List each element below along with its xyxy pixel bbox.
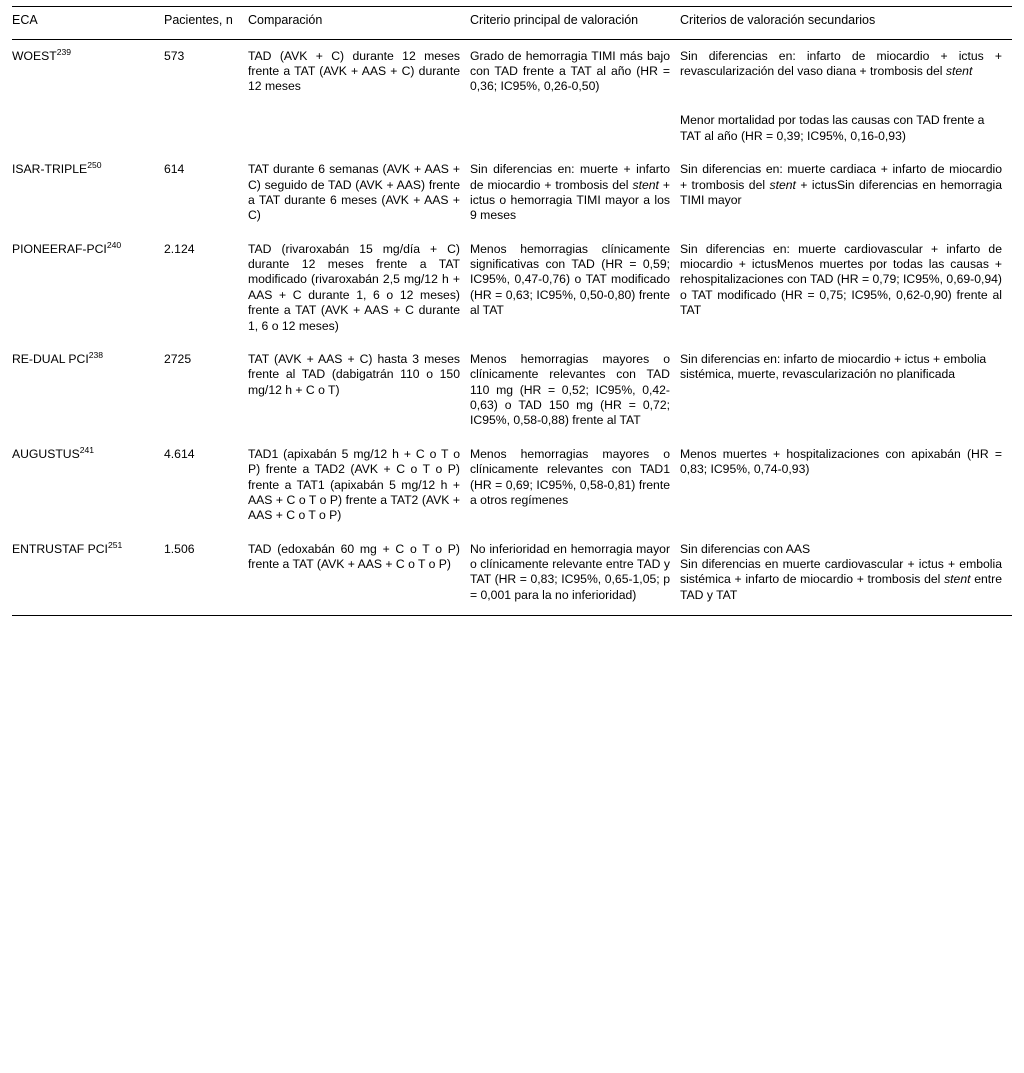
cell-eca [12, 343, 164, 438]
eca-name: WOEST [12, 48, 57, 63]
table-row [12, 438, 1012, 533]
cell-criterios-secundarios [680, 39, 1012, 153]
stent-italic: stent [944, 572, 971, 587]
cell-comparacion: TAD1 (apixabán 5 mg/12 h + C o T o P) frente a TAD2 (AVK + C o T o P) frente a TAT1 (apixabán 5 mg/12 h + AAS + C o T o P) frente a TAT2 (AVK + AAS + C o T o P) [248, 446, 460, 523]
cell-criterio-principal: Grado de hemorragia TIMI más bajo con TAD frente a TAT al año (HR = 0,36; IC95%, 0,26-0,50) [470, 48, 670, 94]
cell-eca [12, 533, 164, 616]
stent-italic: stent [945, 64, 973, 78]
column-header-criterio-principal: Criterio principal de valoración [470, 7, 680, 40]
secundario-item: Menor mortalidad por todas las causas con TAD frente a TAT al año (HR = 0,39; IC95%, 0,16-0,93) [680, 113, 985, 143]
eca-reference: 238 [88, 349, 104, 360]
cell-pacientes: 1.506 [164, 533, 248, 616]
secundario-item: Sin diferencias con AAS [680, 541, 811, 556]
stent-italic: stent [632, 177, 659, 192]
eca-name: ENTRUSTAF PCI [12, 541, 108, 556]
clinical-trials-table [12, 6, 1012, 616]
table-body [12, 39, 1012, 616]
cell-comparacion: TAD (edoxabán 60 mg + C o T o P) frente a TAT (AVK + AAS + C o T o P) [248, 533, 470, 616]
cell-criterio-principal: Menos hemorragias clínicamente significativas con TAD (HR = 0,59; IC95%, 0,47-0,76) o TAT modificado (HR = 0,63; IC95%, 0,50-0,80) frente al TAT [470, 241, 670, 318]
cell-eca [12, 39, 164, 153]
table-row [12, 39, 1012, 153]
cell-eca [12, 438, 164, 533]
cell-criterio-principal [470, 153, 680, 233]
column-header-eca: ECA [12, 7, 164, 40]
secundario-item [680, 557, 1002, 603]
cell-criterios-secundarios: Menos muertes + hospitalizaciones con apixabán (HR = 0,83; IC95%, 0,74-0,93) [680, 446, 1002, 477]
secundario-item [680, 49, 1002, 80]
eca-reference: 239 [56, 46, 72, 57]
cell-pacientes: 2725 [164, 351, 192, 366]
secundario-text-a: Sin diferencias en muerte cardiovascular + ictus + embolia sistémica + infarto de miocardio + trombosis del [680, 557, 1002, 587]
eca-reference: 250 [87, 160, 102, 171]
eca-name: PIONEERAF-PCI [12, 241, 107, 256]
cell-comparacion: TAD (AVK + C) durante 12 meses frente a TAT (AVK + AAS + C) durante 12 meses [248, 48, 460, 94]
eca-reference: 241 [79, 444, 95, 455]
cell-criterios-secundarios: Sin diferencias en: muerte cardiovascular + infarto de miocardio + ictusMenos muertes por todas las causas + rehospitalizaciones con TAD (HR = 0,79; IC95%, 0,69-0,94) o TAT modificado (HR = 0,75; IC95%, 0,62-0,90) frente al TAT [680, 241, 1002, 318]
secundario-text-b: + ictusSin diferencias en hemorragia TIMI mayor [680, 177, 1002, 207]
cell-eca [12, 233, 164, 343]
table-row [12, 343, 1012, 438]
cell-criterios-secundarios: Sin diferencias en: infarto de miocardio + ictus + embolia sistémica, muerte, revascularización no planificada [680, 351, 987, 382]
column-header-criterios-secundarios: Criterios de valoración secundarios [680, 7, 1012, 40]
cell-pacientes: 2.124 [164, 241, 195, 256]
cell-criterio-principal: No inferioridad en hemorragia mayor o clínicamente relevante entre TAD y TAT (HR = 0,83; IC95%, 0,65-1,05; p = 0,001 para la no inferioridad) [470, 533, 680, 616]
cell-pacientes: 614 [164, 162, 185, 177]
cell-criterio-principal: Menos hemorragias mayores o clínicamente relevantes con TAD1 (HR = 0,69; IC95%, 0,58-0,81) frente a otros regímenes [470, 446, 670, 507]
principal-text-a: Sin diferencias en: muerte + infarto de miocardio + trombosis del [470, 162, 670, 192]
eca-reference: 240 [106, 239, 122, 250]
eca-reference: 251 [107, 539, 123, 550]
secundario-text-b: entre TAD y TAT [680, 572, 1003, 602]
cell-criterio-principal: Menos hemorragias mayores o clínicamente relevantes con TAD 110 mg (HR = 0,52; IC95%, 0,42-0,63) o TAD 150 mg (HR = 0,72; IC95%, 0,58-0,88) frente al TAT [470, 351, 670, 428]
table-row [12, 533, 1012, 616]
cell-pacientes: 573 [164, 48, 185, 63]
eca-name: AUGUSTUS [12, 446, 80, 461]
table-row [12, 233, 1012, 343]
eca-name: ISAR-TRIPLE [12, 162, 88, 177]
table-row [12, 153, 1012, 233]
cell-comparacion: TAD (rivaroxabán 15 mg/día + C) durante 12 meses frente a TAT modificado (rivaroxabán 2,5 mg/12 h + AAS + C durante 1, 6 o 12 meses) frente a TAT (AVK + AAS + C durante 1, 6 o 12 meses) [248, 241, 460, 333]
cell-comparacion: TAT durante 6 semanas (AVK + AAS + C) seguido de TAD (AVK + AAS) frente a TAT durante 6 meses (AVK + AAS + C) [248, 162, 460, 223]
column-header-comparacion: Comparación [248, 7, 470, 40]
cell-criterios-secundarios [680, 153, 1012, 233]
column-header-pacientes: Pacientes, n [164, 7, 248, 40]
secundario-text-a: Sin diferencias en: muerte cardiaca + infarto de miocardio + trombosis del [680, 162, 1002, 192]
eca-name: RE-DUAL PCI [12, 351, 89, 366]
cell-pacientes: 4.614 [164, 446, 195, 461]
cell-criterios-secundarios [680, 533, 1012, 616]
cell-comparacion: TAT (AVK + AAS + C) hasta 3 meses frente al TAD (dabigatrán 110 o 150 mg/12 h + C o T) [248, 351, 460, 397]
cell-eca [12, 153, 164, 233]
table-header-row [12, 7, 1012, 40]
principal-text-b: + ictus o hemorragia TIMI mayor a los 9 meses [470, 177, 670, 223]
secundario-text: Sin diferencias en: infarto de miocardio + ictus + revascularización del vaso diana + trombosis del [680, 48, 1002, 78]
table-header [12, 7, 1012, 40]
stent-italic: stent [769, 177, 796, 192]
